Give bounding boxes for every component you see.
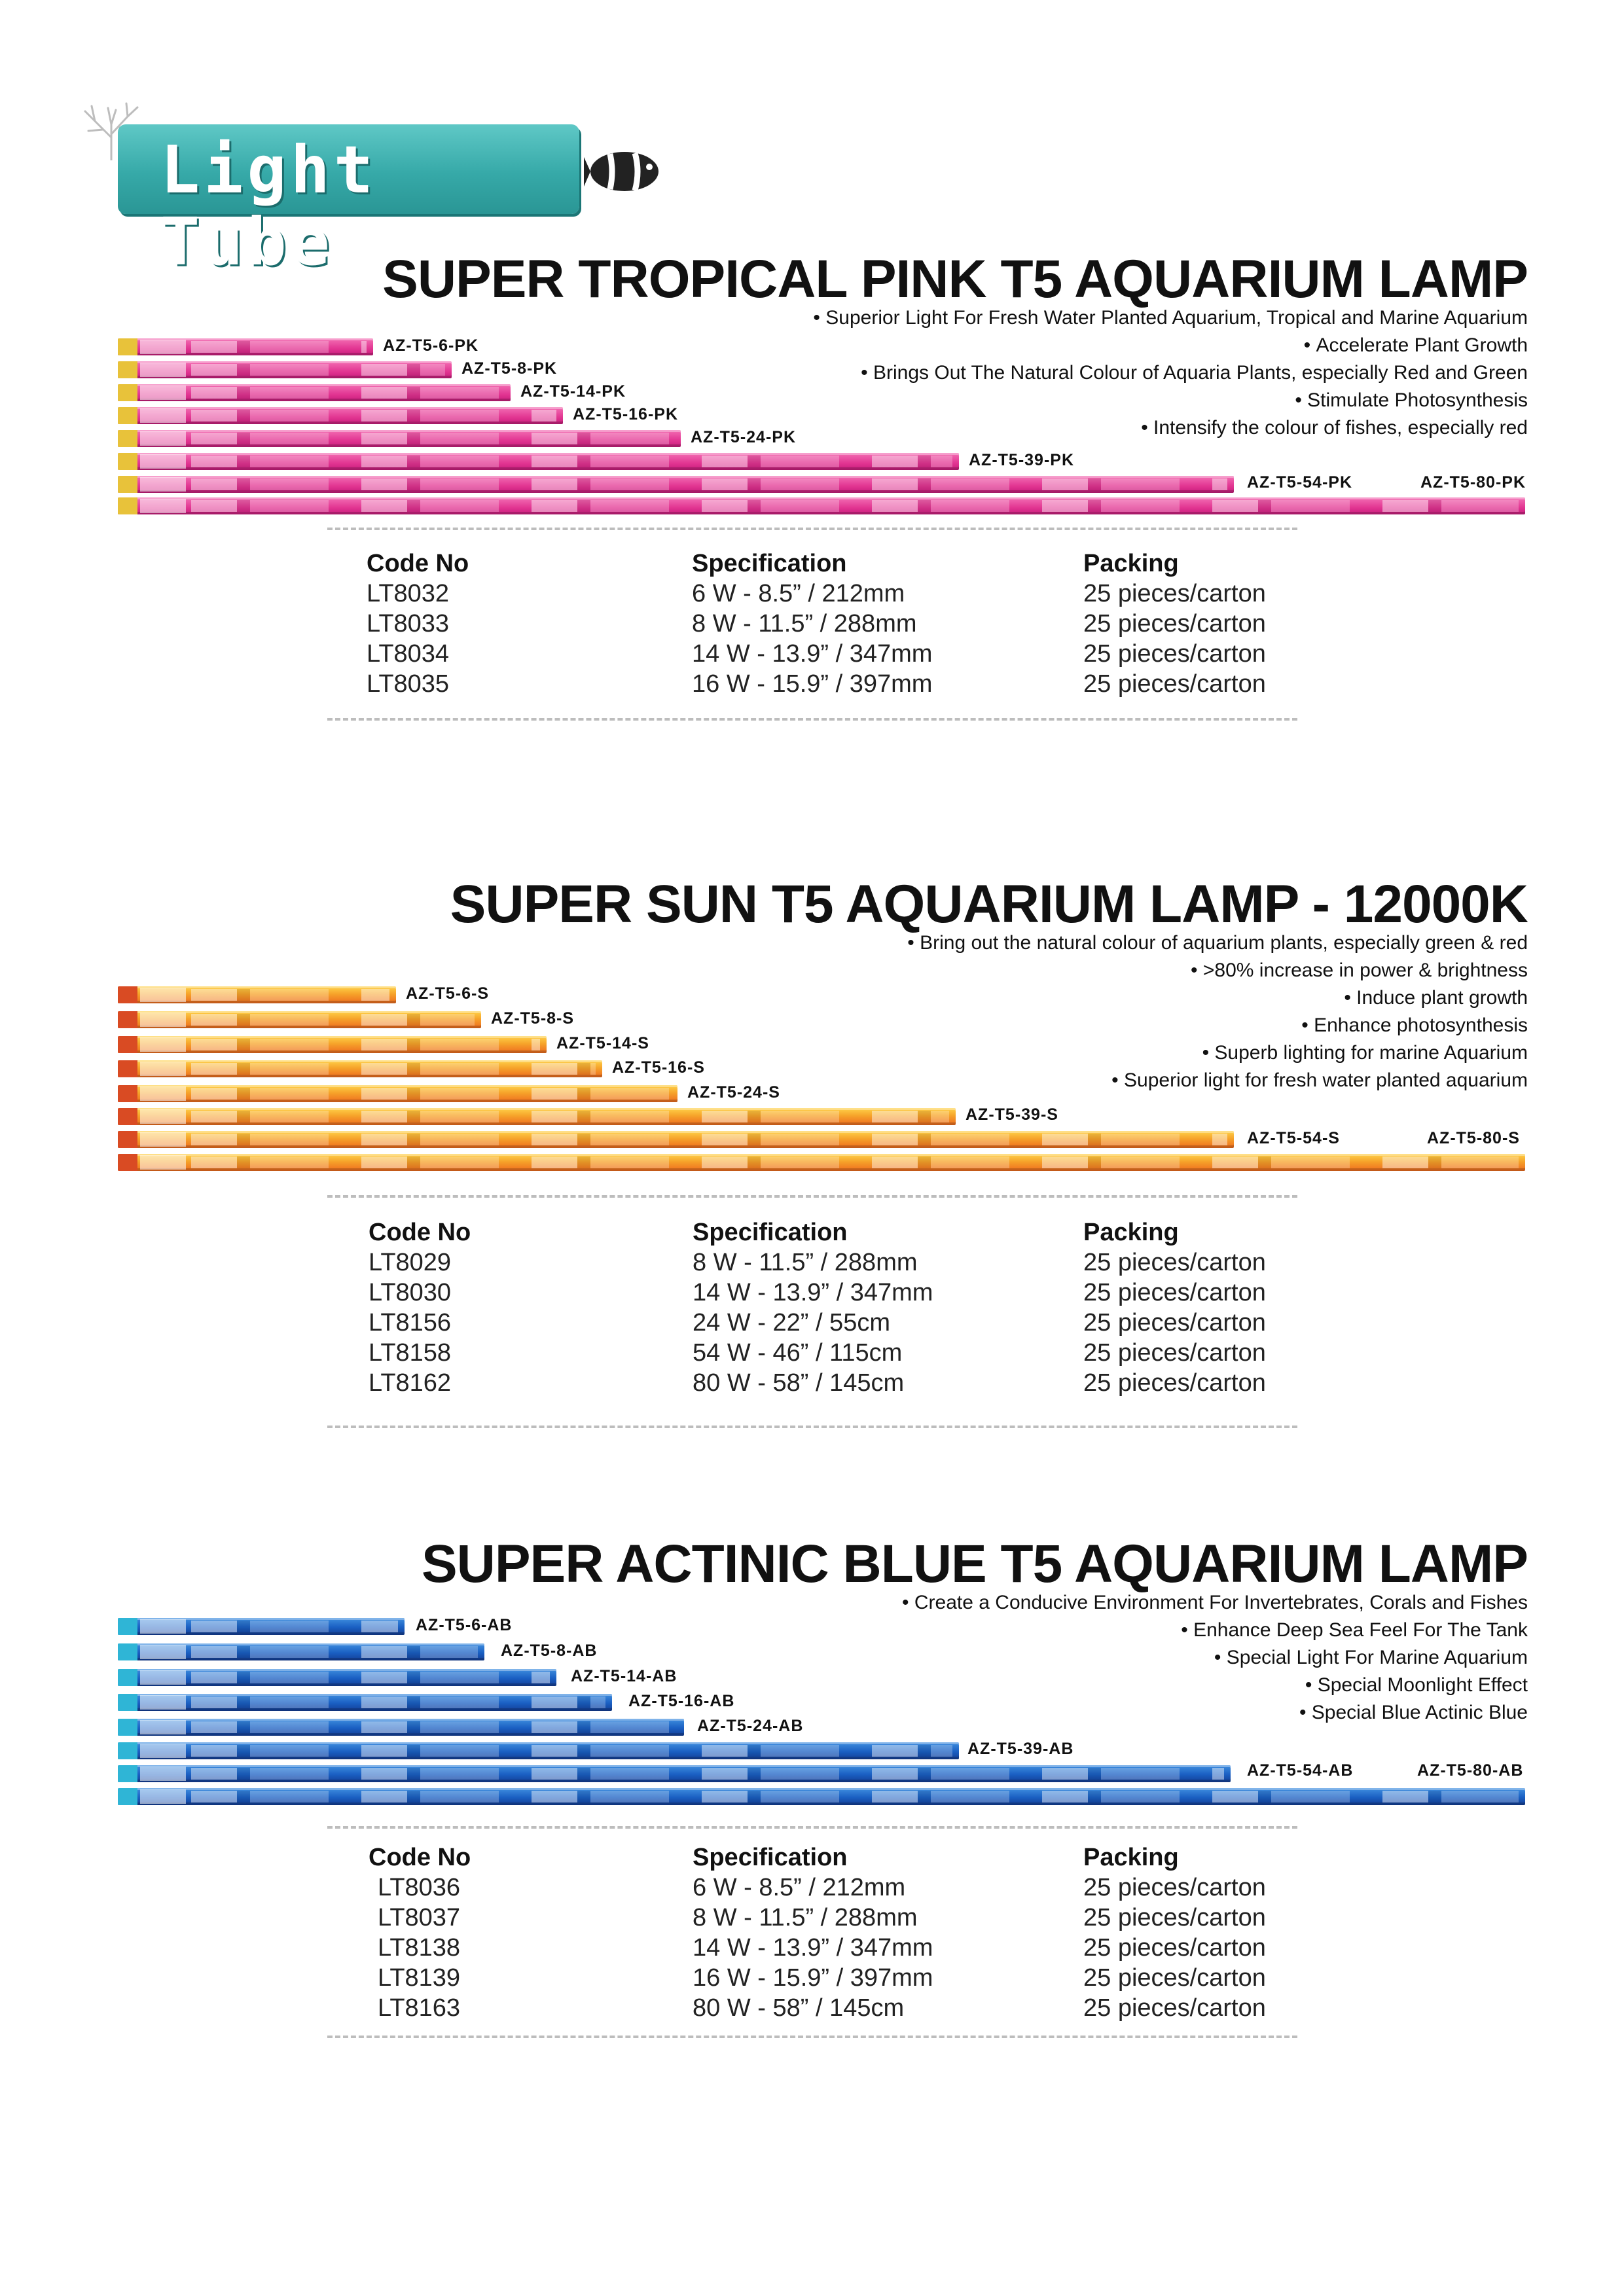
tube-code: AZ-T5-8-S [491, 1009, 575, 1028]
feature-item: • Superior Light For Fresh Water Planted Aquarium, Tropical and Marine Aquarium [677, 304, 1528, 332]
tube-image [118, 1060, 602, 1077]
tube-image [118, 1131, 1234, 1148]
feature-list-blue [677, 1589, 1528, 1727]
tube-image [118, 1011, 481, 1028]
packing-cell: 25 pieces/carton [1083, 1994, 1266, 2022]
code-column [367, 548, 469, 699]
spec-cell: 8 W - 11.5” / 288mm [692, 610, 917, 637]
column-header: Specification [692, 550, 847, 577]
code-cell: LT8036 [378, 1874, 461, 1901]
packing-cell: 25 pieces/carton [1083, 1339, 1266, 1367]
tube-code: AZ-T5-6-AB [416, 1616, 513, 1634]
feature-item: • >80% increase in power & brightness [677, 957, 1528, 984]
divider [327, 718, 1297, 721]
tube-code: AZ-T5-6-PK [383, 336, 479, 355]
packing-cell: 25 pieces/carton [1083, 1934, 1266, 1962]
tube-image [118, 1643, 484, 1660]
code-cell: LT8029 [369, 1249, 452, 1276]
code-cell: LT8032 [367, 580, 450, 607]
feature-item: • Bring out the natural colour of aquarium plants, especially green & red [677, 929, 1528, 957]
tube-code: AZ-T5-80-S [1427, 1129, 1520, 1147]
spec-cell: 8 W - 11.5” / 288mm [693, 1904, 918, 1931]
tube-image [118, 407, 563, 424]
code-cell: LT8030 [369, 1279, 452, 1306]
code-cell: LT8158 [369, 1339, 452, 1367]
tube-image [118, 338, 373, 355]
tube-image [118, 1694, 612, 1711]
tube-image [118, 361, 452, 378]
feature-item: • Superior light for fresh water planted aquarium [677, 1067, 1528, 1094]
code-cell: LT8037 [378, 1904, 461, 1931]
spec-cell: 6 W - 8.5” / 212mm [693, 1874, 906, 1901]
feature-list-pink [677, 304, 1528, 442]
tube-code: AZ-T5-24-S [687, 1083, 780, 1102]
tube-code: AZ-T5-16-S [612, 1058, 705, 1077]
divider [327, 1426, 1297, 1428]
spec-cell: 80 W - 58” / 145cm [693, 1994, 905, 2022]
tube-image [118, 430, 681, 447]
tube-image [118, 1154, 1525, 1171]
spec-cell: 14 W - 13.9” / 347mm [693, 1279, 933, 1306]
section-title-pink: SUPER TROPICAL PINK T5 AQUARIUM LAMP [382, 249, 1528, 309]
column-header: Packing [1083, 1844, 1179, 1871]
code-cell: LT8033 [367, 610, 450, 637]
code-cell: LT8034 [367, 640, 450, 668]
tube-image [118, 1669, 556, 1686]
spec-cell: 14 W - 13.9” / 347mm [692, 640, 933, 668]
tube-code: AZ-T5-39-AB [967, 1740, 1074, 1758]
code-cell: LT8139 [378, 1964, 461, 1992]
column-header: Packing [1083, 550, 1179, 577]
tube-image [118, 1108, 956, 1125]
packing-cell: 25 pieces/carton [1083, 1249, 1266, 1276]
code-cell: LT8162 [369, 1369, 452, 1397]
tube-image [118, 1036, 547, 1053]
tube-image [118, 1618, 405, 1635]
feature-item: • Special Blue Actinic Blue [677, 1699, 1528, 1727]
spec-cell: 16 W - 15.9” / 397mm [693, 1964, 933, 1992]
packing-cell: 25 pieces/carton [1083, 1309, 1266, 1336]
tube-code: AZ-T5-6-S [406, 984, 490, 1003]
spec-column [693, 1217, 933, 1398]
feature-list-sun [677, 929, 1528, 1094]
tube-code: AZ-T5-80-AB [1417, 1761, 1524, 1780]
feature-item: • Stimulate Photosynthesis [677, 387, 1528, 414]
tube-code: AZ-T5-16-AB [628, 1692, 735, 1710]
clownfish-icon [584, 147, 662, 196]
tube-image [118, 986, 396, 1003]
packing-cell: 25 pieces/carton [1083, 610, 1266, 637]
packing-cell: 25 pieces/carton [1083, 670, 1266, 698]
packing-cell: 25 pieces/carton [1083, 1279, 1266, 1306]
tube-image [118, 1788, 1525, 1805]
feature-item: • Enhance Deep Sea Feel For The Tank [677, 1617, 1528, 1644]
tube-code: AZ-T5-39-PK [969, 451, 1075, 469]
tube-code: AZ-T5-8-AB [501, 1641, 598, 1660]
feature-item: • Enhance photosynthesis [677, 1012, 1528, 1039]
divider [327, 528, 1297, 530]
tube-image [118, 1085, 677, 1102]
packing-cell: 25 pieces/carton [1083, 580, 1266, 607]
packing-column [1083, 1842, 1266, 2023]
code-cell: LT8163 [378, 1994, 461, 2022]
spec-cell: 54 W - 46” / 115cm [693, 1339, 903, 1367]
tube-image [118, 1719, 684, 1736]
divider [327, 2036, 1297, 2038]
packing-cell: 25 pieces/carton [1083, 640, 1266, 668]
column-header: Code No [367, 550, 469, 577]
packing-cell: 25 pieces/carton [1083, 1904, 1266, 1931]
column-header: Code No [369, 1219, 471, 1246]
tube-code: AZ-T5-54-PK [1247, 473, 1353, 492]
spec-cell: 16 W - 15.9” / 397mm [692, 670, 933, 698]
tube-image [118, 384, 511, 401]
feature-item: • Special Light For Marine Aquarium [677, 1644, 1528, 1672]
feature-item: • Accelerate Plant Growth [677, 332, 1528, 359]
code-cell: LT8138 [378, 1934, 461, 1962]
column-header: Packing [1083, 1219, 1179, 1246]
code-column [369, 1842, 471, 2023]
tube-image [118, 476, 1234, 493]
section-title-sun: SUPER SUN T5 AQUARIUM LAMP - 12000K [450, 874, 1528, 934]
feature-item: • Induce plant growth [677, 984, 1528, 1012]
tube-code: AZ-T5-14-AB [571, 1667, 677, 1685]
spec-cell: 80 W - 58” / 145cm [693, 1369, 905, 1397]
tube-code: AZ-T5-24-AB [697, 1717, 804, 1735]
column-header: Specification [693, 1844, 848, 1871]
tube-code: AZ-T5-80-PK [1420, 473, 1526, 492]
column-header: Code No [369, 1844, 471, 1871]
spec-cell: 6 W - 8.5” / 212mm [692, 580, 905, 607]
tube-image [118, 1765, 1231, 1782]
spec-column [693, 1842, 933, 2023]
tube-code: AZ-T5-24-PK [691, 428, 797, 446]
feature-item: • Special Moonlight Effect [677, 1672, 1528, 1699]
packing-cell: 25 pieces/carton [1083, 1874, 1266, 1901]
code-column [369, 1217, 471, 1398]
divider [327, 1195, 1297, 1198]
packing-column [1083, 548, 1266, 699]
spec-cell: 14 W - 13.9” / 347mm [693, 1934, 933, 1962]
feature-item: • Intensify the colour of fishes, especially red [677, 414, 1528, 442]
tube-code: AZ-T5-8-PK [461, 359, 558, 378]
tube-code: AZ-T5-54-AB [1247, 1761, 1354, 1780]
tube-image [118, 453, 959, 470]
spec-column [692, 548, 932, 699]
feature-item: • Superb lighting for marine Aquarium [677, 1039, 1528, 1067]
packing-cell: 25 pieces/carton [1083, 1964, 1266, 1992]
column-header: Specification [693, 1219, 848, 1246]
spec-cell: 8 W - 11.5” / 288mm [693, 1249, 918, 1276]
spec-cell: 24 W - 22” / 55cm [693, 1309, 890, 1336]
code-cell: LT8156 [369, 1309, 452, 1336]
section-title-blue: SUPER ACTINIC BLUE T5 AQUARIUM LAMP [421, 1534, 1528, 1594]
tube-code: AZ-T5-16-PK [573, 405, 679, 423]
feature-item: • Create a Conducive Environment For Invertebrates, Corals and Fishes [677, 1589, 1528, 1617]
page-title: Light Tube [160, 132, 378, 280]
code-cell: LT8035 [367, 670, 450, 698]
feature-item: • Brings Out The Natural Colour of Aquaria Plants, especially Red and Green [677, 359, 1528, 387]
tube-image [118, 1742, 959, 1759]
tube-image [118, 497, 1525, 514]
tube-code: AZ-T5-39-S [965, 1105, 1058, 1124]
tube-code: AZ-T5-54-S [1247, 1129, 1340, 1147]
tube-code: AZ-T5-14-PK [520, 382, 626, 401]
divider [327, 1826, 1297, 1829]
packing-cell: 25 pieces/carton [1083, 1369, 1266, 1397]
tube-code: AZ-T5-14-S [556, 1034, 649, 1052]
packing-column [1083, 1217, 1266, 1398]
